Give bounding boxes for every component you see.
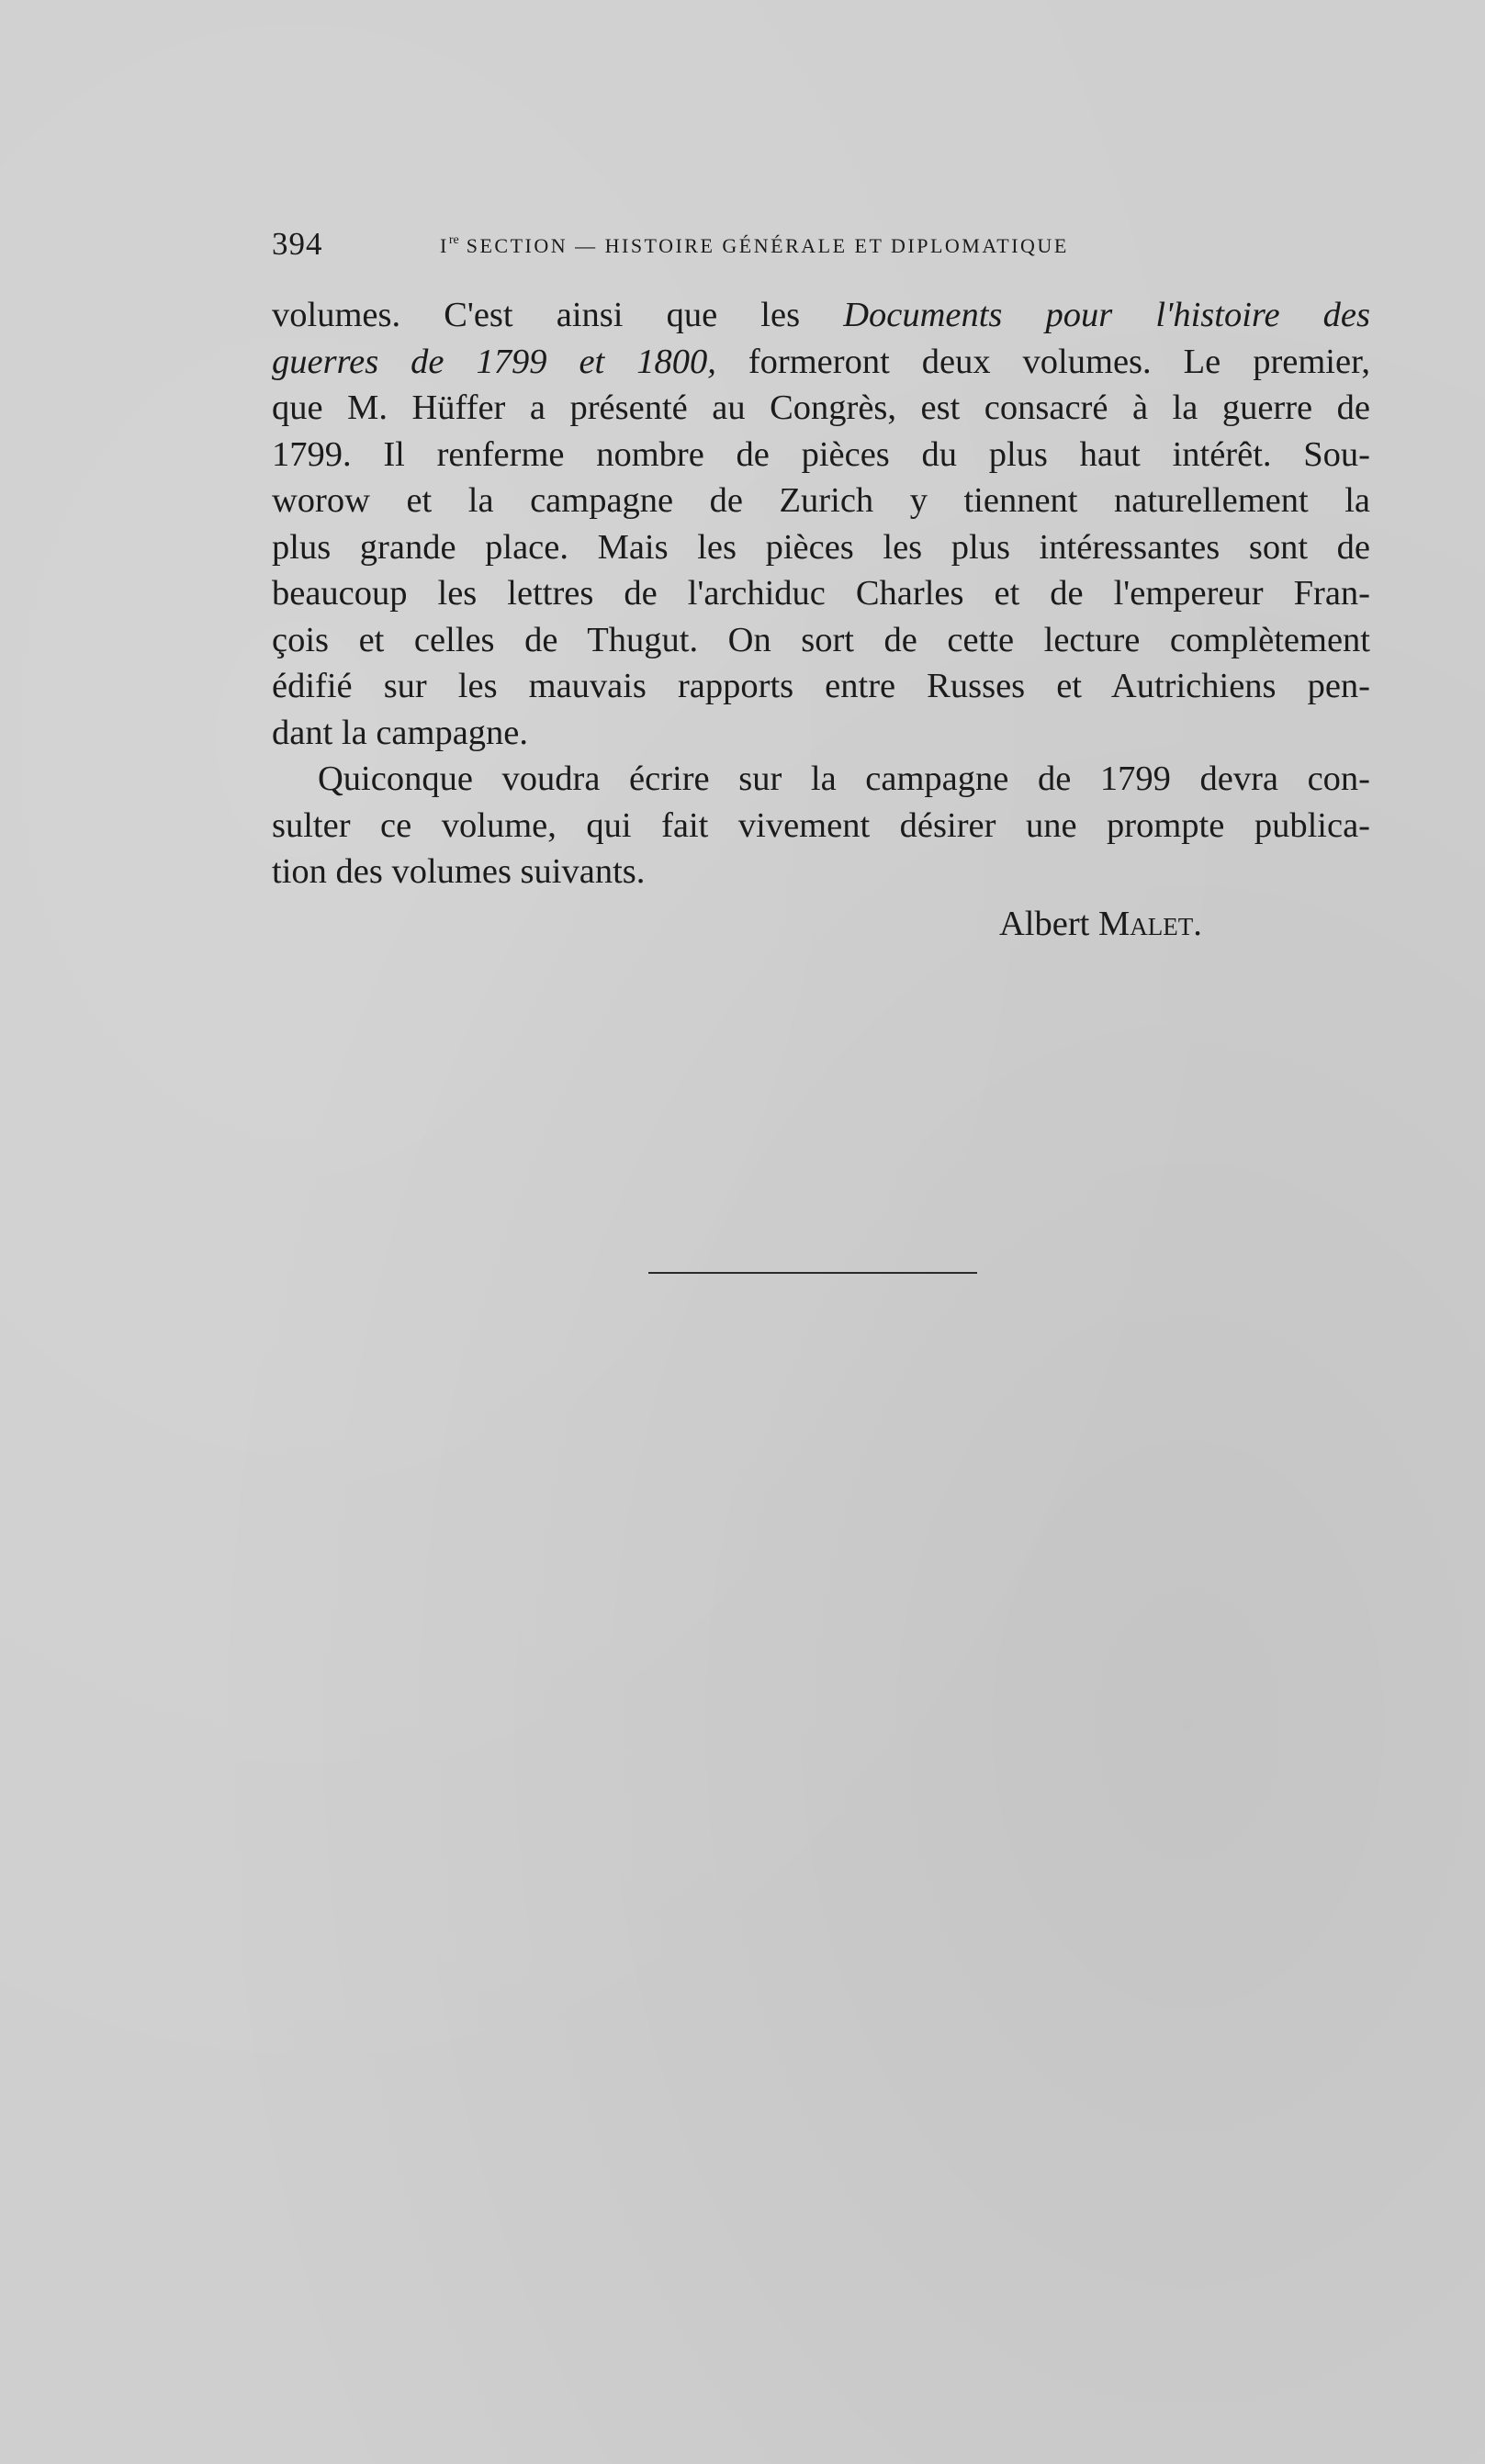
text-line: que M. Hüffer a présenté au Congrès, est consacré à la guerre de xyxy=(272,388,1370,427)
text-segment: volumes. C'est ainsi que les xyxy=(272,296,844,334)
author-signature xyxy=(272,901,1370,948)
text-line: 1799. Il renferme nombre de pièces du plus haut intérêt. Sou- xyxy=(272,434,1370,474)
text-line: tion des volumes suivants. xyxy=(272,852,646,891)
italic-title: guerres de 1799 et 1800, xyxy=(272,342,716,381)
page-number: 394 xyxy=(272,226,323,262)
section-divider-rule xyxy=(648,1272,977,1274)
text-line xyxy=(272,292,1370,339)
text-line xyxy=(272,339,1370,386)
text-line: beaucoup les lettres de l'archiduc Charles et de l'empereur Fran- xyxy=(272,574,1370,613)
author-first-name: Albert xyxy=(999,904,1098,943)
section-number: I xyxy=(440,234,449,257)
text-segment: formeront deux volumes. Le premier, xyxy=(715,342,1370,381)
section-title xyxy=(440,233,1069,258)
text-line: édifié sur les mauvais rapports entre Russes et Autrichiens pen- xyxy=(272,667,1370,705)
body-text xyxy=(272,292,1370,947)
author-last-name: Malet xyxy=(1097,904,1194,943)
text-line: plus grande place. Mais les pièces les plus intéressantes sont de xyxy=(272,527,1370,567)
running-header xyxy=(272,226,1374,263)
text-line: worow et la campagne de Zurich y tiennent naturellement la xyxy=(272,481,1370,520)
signature-period: . xyxy=(1193,904,1202,943)
text-line: Quiconque voudra écrire sur la campagne de 1799 devra con- xyxy=(318,759,1370,798)
text-line: çois et celles de Thugut. On sort de cette lecture complètement xyxy=(272,620,1370,659)
text-line: dant la campagne. xyxy=(272,713,528,752)
text-line: sulter ce volume, qui fait vivement désirer une prompte publica- xyxy=(272,805,1370,845)
section-ordinal-suffix: re xyxy=(448,233,459,247)
section-heading: SECTION — HISTOIRE GÉNÉRALE ET DIPLOMATIQUE xyxy=(458,234,1069,257)
italic-title: Documents pour l'histoire des xyxy=(843,296,1370,334)
